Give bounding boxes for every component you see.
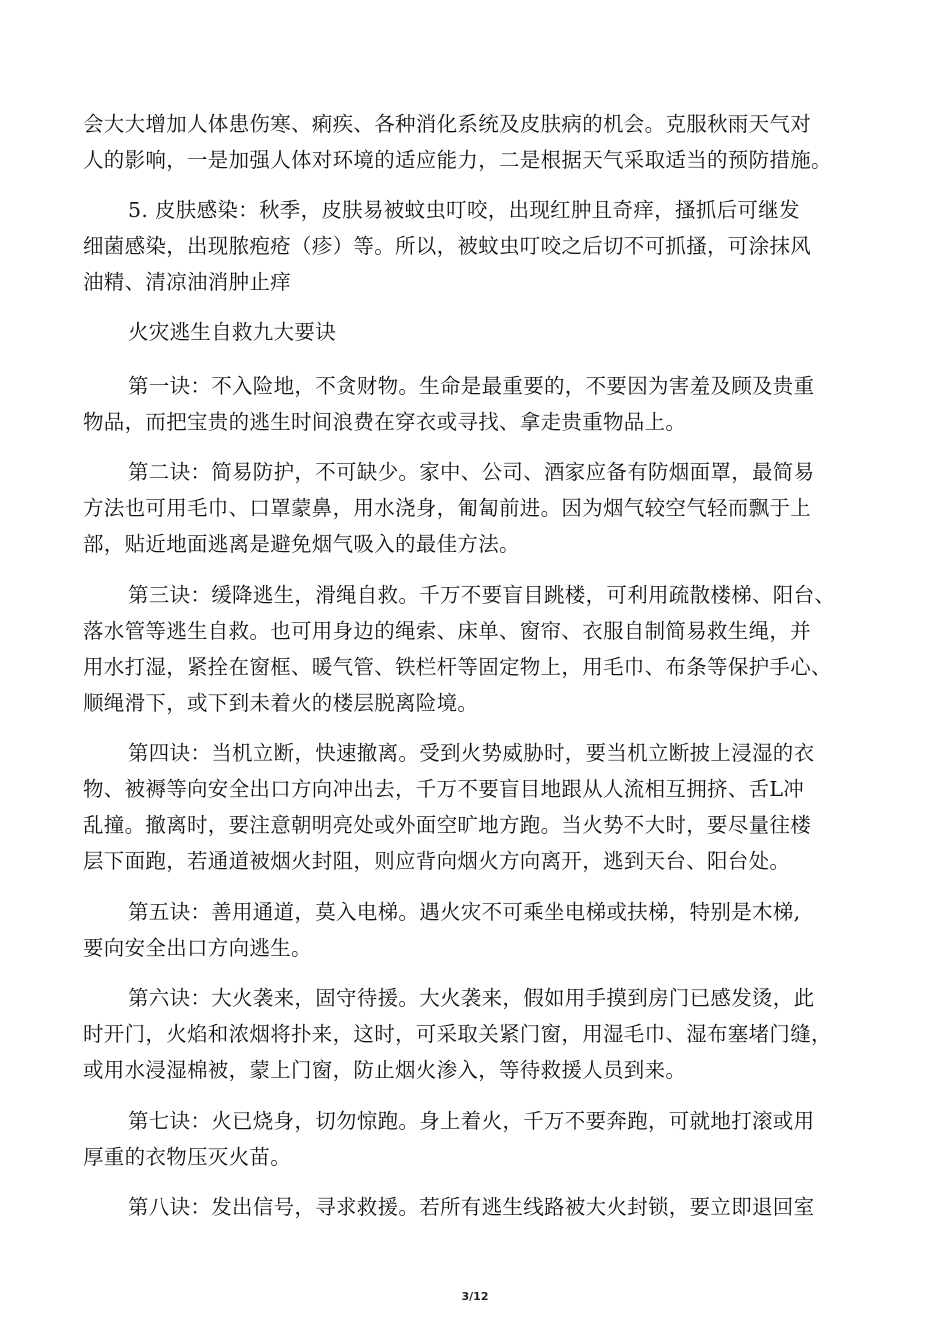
text-line: 厚重的衣物压灭火苗。 <box>83 1145 291 1169</box>
text-line: 5. 皮肤感染：秋季，皮肤易被蚊虫叮咬，出现红肿且奇痒，搔抓后可继发 <box>128 198 800 222</box>
text-line: 人的影响，一是加强人体对环境的适应能力，二是根据天气采取适当的预防措施。 <box>83 148 832 172</box>
text-line: 会大大增加人体患伤寒、痢疾、各种消化系统及皮肤病的机会。克服秋雨天气对 <box>83 112 811 136</box>
text-line: 落水管等逃生自救。也可用身边的绳索、床单、窗帘、衣服自制简易救生绳，并 <box>83 619 811 643</box>
text-line: 时开门，火焰和浓烟将扑来，这时，可采取关紧门窗，用湿毛巾、湿布塞堵门缝， <box>83 1022 832 1046</box>
text-line: 物、被褥等向安全出口方向冲出去，千万不要盲目地跟从人流相互拥挤、舌L冲 <box>83 777 805 801</box>
text-line: 细菌感染，出现脓疱疮（疹）等。所以，被蚊虫叮咬之后切不可抓搔，可涂抹风 <box>83 234 811 258</box>
text-line: 要向安全出口方向逃生。 <box>83 936 312 960</box>
text-line: 层下面跑，若通道被烟火封阻，则应背向烟火方向离开，逃到天台、阳台处。 <box>83 849 791 873</box>
section-heading: 火灾逃生自救九大要诀 <box>128 320 336 344</box>
text-line: 或用水浸湿棉被，蒙上门窗，防止烟火渗入，等待救援人员到来。 <box>83 1058 687 1082</box>
text-line: 第七诀：火已烧身，切勿惊跑。身上着火，千万不要奔跑，可就地打滚或用 <box>128 1109 815 1133</box>
text-line: 第四诀：当机立断，快速撤离。受到火势威胁时，要当机立断披上浸湿的衣 <box>128 741 815 765</box>
text-line: 顺绳滑下，或下到未着火的楼层脱离险境。 <box>83 691 479 715</box>
text-line: 乱撞。撤离时，要注意朝明亮处或外面空旷地方跑。当火势不大时，要尽量往楼 <box>83 813 811 837</box>
text-line: 第八诀：发出信号，寻求救援。若所有逃生线路被大火封锁，要立即退回室 <box>128 1195 815 1219</box>
text-line: 部，贴近地面逃离是避免烟气吸入的最佳方法。 <box>83 532 520 556</box>
text-line: 第六诀：大火袭来，固守待援。大火袭来，假如用手摸到房门已感发烫，此 <box>128 986 815 1010</box>
text-line: 第三诀：缓降逃生，滑绳自救。千万不要盲目跳楼，可利用疏散楼梯、阳台、 <box>128 583 836 607</box>
text-line: 第一诀：不入险地，不贪财物。生命是最重要的，不要因为害羞及顾及贵重 <box>128 374 815 398</box>
page-number: 3/12 <box>461 1290 489 1303</box>
text-line: 方法也可用毛巾、口罩蒙鼻，用水浇身，匍匐前进。因为烟气较空气轻而飘于上 <box>83 496 811 520</box>
text-line: 用水打湿，紧拴在窗框、暖气管、铁栏杆等固定物上，用毛巾、布条等保护手心、 <box>83 655 832 679</box>
text-line: 物品，而把宝贵的逃生时间浪费在穿衣或寻找、拿走贵重物品上。 <box>83 410 687 434</box>
text-line: 第二诀：简易防护，不可缺少。家中、公司、酒家应备有防烟面罩，最简易 <box>128 460 815 484</box>
text-line: 第五诀：善用通道，莫入电梯。遇火灾不可乘坐电梯或扶梯，特别是木梯, <box>128 900 801 924</box>
text-line: 油精、清凉油消肿止痒 <box>83 270 291 294</box>
